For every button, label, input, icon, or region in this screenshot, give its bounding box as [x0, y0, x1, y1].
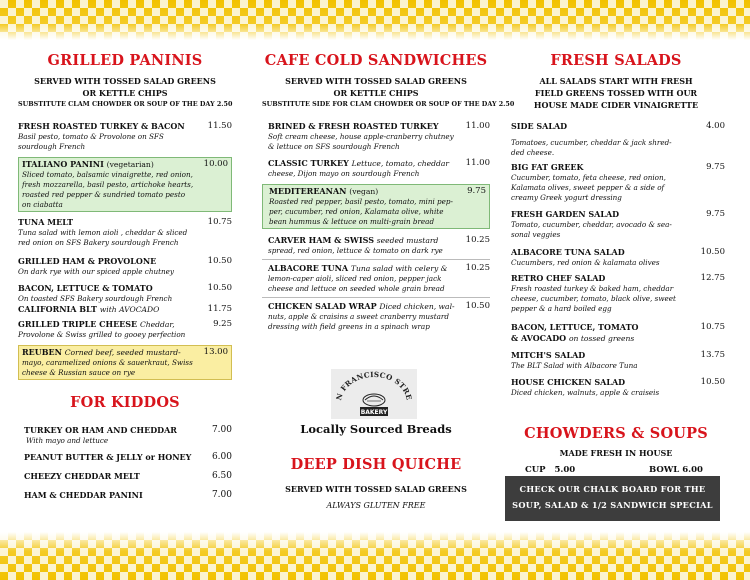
item-name: BRINED & FRESH ROASTED TURKEY	[268, 121, 439, 131]
item-desc: The BLT Salad with Albacore Tuna	[511, 361, 638, 370]
item-desc: bean hummus & lettuce on multi-grain bread	[269, 217, 435, 226]
item-name: TURKEY OR HAM AND CHEDDAR	[24, 425, 177, 435]
item-name: HAM & CHEDDAR PANINI	[24, 490, 143, 500]
item-desc: cheese and lettuce on seeded whole grain bread	[268, 284, 445, 293]
item-desc: Kalamata olives, sweet pepper & a side of	[511, 183, 665, 192]
item-price: 9.75	[467, 186, 486, 196]
item-desc: Roasted red pepper, basil pesto, tomato, mini pep-	[269, 197, 453, 206]
item-desc: on ciabatta	[22, 200, 63, 209]
menu-item	[507, 377, 725, 398]
checker-fade-bottom	[0, 532, 750, 580]
item-desc: With mayo and lettuce	[26, 436, 109, 445]
item-price: 4.00	[706, 121, 725, 131]
menu-item	[262, 121, 490, 152]
item-desc: Cucumber, tomato, feta cheese, red onion,	[511, 173, 666, 182]
item-name: MITCH'S SALAD	[511, 350, 586, 360]
menu-item	[262, 263, 490, 294]
item-desc: Tomato, cucumber, cheddar, avocado & sea-	[511, 220, 672, 229]
item-desc: red onion on SFS Bakery sourdough French	[18, 238, 179, 247]
item-price: 11.75	[207, 304, 232, 314]
salads-subtitle-2: FIELD GREENS TOSSED WITH OUR	[534, 88, 698, 98]
item-price: 6.00	[211, 452, 232, 462]
item-name: CHEEZY CHEDDAR MELT	[24, 471, 140, 481]
item-price: 10.50	[700, 377, 725, 387]
item-desc: Fresh roasted turkey & baked ham, cheddar	[511, 284, 674, 293]
cold-subtitle-3: SUBSTITUTE SIDE FOR CLAM CHOWDER OR SOUP OF THE DAY 2.50	[262, 100, 515, 108]
cold-subtitle-1: SERVED WITH TOSSED SALAD GREENS	[285, 76, 467, 86]
kiddos-item	[24, 471, 232, 482]
item-desc: pepper & a hard boiled egg	[511, 304, 612, 313]
item-name: ALBACORE TUNA Tuna salad with celery &	[268, 263, 448, 273]
item-price: 6.50	[211, 471, 232, 481]
item-name: FRESH ROASTED TURKEY & BACON	[18, 121, 185, 131]
item-desc: cheese, Dijon mayo on sourdough French	[268, 169, 420, 178]
chalkboard-special-banner	[505, 476, 720, 521]
item-name: HOUSE CHICKEN SALAD	[511, 377, 626, 387]
menu-item	[507, 209, 725, 240]
menu-item	[18, 283, 232, 304]
column-salads	[507, 46, 725, 398]
item-desc: Tuna salad with lemon aioli , cheddar & sliced	[18, 228, 188, 237]
item-price: 10.50	[207, 283, 232, 293]
menu-item	[507, 350, 725, 371]
item-price: 10.75	[700, 322, 725, 332]
item-price: 10.50	[207, 256, 232, 266]
item-name: REUBEN Corned beef, seeded mustard-	[22, 347, 181, 357]
item-desc: per, cucumber, red onion, Kalamata olive, white	[269, 207, 444, 216]
item-desc: sonal veggies	[511, 230, 561, 239]
item-price: 10.75	[207, 217, 232, 227]
section-title-chowders: CHOWDERS & SOUPS	[524, 425, 708, 442]
item-name: GRILLED TRIPLE CHEESE Cheddar,	[18, 319, 175, 329]
item-price: 10.50	[700, 247, 725, 257]
menu-item	[18, 304, 232, 315]
item-name: CARVER HAM & SWISS seeded mustard	[268, 235, 439, 245]
item-desc: Diced chicken, walnuts, apple & craiseis	[511, 388, 660, 397]
item-price: 13.75	[700, 350, 725, 360]
paninis-subtitle-3: SUBSTITUTE CLAM CHOWDER OR SOUP OF THE DAY 2.50	[18, 100, 233, 108]
item-name: ITALIANO PANINI (vegetarian)	[22, 159, 154, 169]
section-title-cold-sandwiches: CAFE COLD SANDWICHES	[264, 52, 488, 69]
item-desc: Cucumbers, red onion & kalamata olives	[511, 258, 660, 267]
kiddos-item	[24, 452, 232, 463]
item-price: 13.00	[203, 347, 228, 357]
item-price: 12.75	[700, 273, 725, 283]
item-name: FRESH GARDEN SALAD	[511, 209, 620, 219]
item-name-line2: & AVOCADO on tossed greens	[511, 333, 635, 343]
bakery-logo-graphic	[331, 369, 417, 419]
quiche-section	[262, 456, 490, 510]
menu-item	[262, 158, 490, 179]
bakery-logo	[331, 369, 417, 419]
bowl-label: BOWL	[649, 465, 680, 475]
divider	[262, 297, 490, 298]
bakery-logo-text-bottom: BAKERY	[360, 409, 388, 416]
cup-size	[525, 465, 575, 475]
paninis-subtitle-2: OR KETTLE CHIPS	[82, 88, 168, 98]
item-desc: dressing with field greens in a spinach wrap	[268, 322, 430, 331]
quiche-subtitle: SERVED WITH TOSSED SALAD GREENS	[285, 484, 467, 494]
column-paninis	[18, 46, 232, 501]
section-title-paninis: GRILLED PANINIS	[47, 52, 203, 69]
item-desc: sourdough French	[18, 142, 86, 151]
menu-item-highlight-vegan	[262, 184, 490, 229]
item-price: 11.50	[207, 121, 232, 131]
item-desc: Soft cream cheese, house apple-cranberry chutney	[268, 132, 454, 141]
bowl-price: 6.00	[682, 465, 703, 475]
item-desc: cheese, cucumber, tomato, black olive, sweet	[511, 294, 676, 303]
item-price: 10.50	[465, 301, 490, 311]
item-name: PEANUT BUTTER & JELLY or HONEY	[24, 452, 192, 462]
menu-item	[18, 319, 232, 340]
item-name: TUNA MELT	[18, 217, 74, 227]
item-price: 11.00	[465, 158, 490, 168]
menu-item	[18, 121, 232, 152]
item-desc: ded cheese.	[511, 148, 555, 157]
item-desc: On dark rye with our spiced apple chutney	[18, 267, 174, 276]
salads-subtitle-3: HOUSE MADE CIDER VINAIGRETTE	[533, 100, 699, 110]
menu-item	[262, 235, 490, 256]
item-name: CHICKEN SALAD WRAP Diced chicken, wal-	[268, 301, 455, 311]
item-price: 9.75	[706, 209, 725, 219]
item-name: GRILLED HAM & PROVOLONE	[18, 256, 157, 266]
item-desc: Tomatoes, cucumber, cheddar & jack shred-	[511, 138, 672, 147]
item-price: 10.25	[465, 235, 490, 245]
cup-label: CUP	[525, 465, 546, 475]
section-title-quiche: DEEP DISH QUICHE	[290, 456, 462, 473]
item-desc: roasted red pepper & sundried tomato pesto	[22, 190, 186, 199]
item-desc: spread, red onion, lettuce & tomato on dark rye	[268, 246, 443, 255]
item-name: BACON, LETTUCE & TOMATO	[18, 283, 153, 293]
item-price: 7.00	[211, 425, 232, 435]
bakery-logo-text-top: N FRANCISCO STRE	[334, 369, 414, 402]
item-desc: Basil pesto, tomato & Provolone on SFS	[18, 132, 164, 141]
item-name: BACON, LETTUCE, TOMATO	[511, 322, 639, 332]
quiche-note: ALWAYS GLUTEN FREE	[326, 501, 426, 510]
item-price: 9.75	[706, 162, 725, 172]
item-desc: lemon-caper aioli, sliced red onion, pepper jack	[268, 274, 442, 283]
item-name: MEDITEREANAN (vegan)	[269, 186, 379, 196]
chowders-subtitle: MADE FRESH IN HOUSE	[559, 448, 673, 458]
salads-subtitle-1: ALL SALADS START WITH FRESH	[539, 76, 693, 86]
bowl-size	[649, 465, 703, 475]
section-title-kiddos: FOR KIDDOS	[70, 394, 180, 411]
item-name: SIDE SALAD	[511, 121, 568, 131]
column-cold-sandwiches	[262, 46, 515, 332]
item-desc: Sliced tomato, balsamic vinaigrette, red onion,	[22, 170, 193, 179]
menu-item-highlight-vegetarian	[18, 157, 232, 212]
item-desc: creamy Greek yogurt dressing	[511, 193, 622, 202]
chalkboard-line-2: SOUP, SALAD & 1/2 SANDWICH SPECIAL	[512, 500, 713, 510]
item-desc: nuts, apple & craisins a sweet cranberry mustard	[268, 312, 449, 321]
menu-item	[507, 322, 725, 344]
item-desc: & lettuce on SFS sourdough French	[268, 142, 400, 151]
item-price: 9.25	[213, 319, 232, 329]
item-name: ALBACORE TUNA SALAD	[511, 247, 625, 257]
item-desc: cheese & Russian sauce on rye	[22, 368, 136, 377]
menu-item-highlight-reuben	[18, 345, 232, 380]
item-price: 10.00	[203, 159, 228, 169]
paninis-subtitle-1: SERVED WITH TOSSED SALAD GREENS	[34, 76, 216, 86]
menu-item	[507, 162, 725, 203]
menu-item	[507, 273, 725, 314]
item-desc: Provolone & Swiss grilled to gooey perfection	[18, 330, 186, 339]
item-name: BIG FAT GREEK	[511, 162, 584, 172]
menu-item	[262, 301, 490, 332]
item-price: 10.25	[465, 263, 490, 273]
menu-item	[507, 121, 725, 158]
kiddos-item	[24, 425, 232, 436]
kiddos-item	[24, 490, 232, 501]
cold-subtitle-2: OR KETTLE CHIPS	[333, 88, 419, 98]
item-name: CLASSIC TURKEY Lettuce, tomato, cheddar	[268, 158, 450, 168]
checker-fade-top	[0, 0, 750, 40]
menu-item	[18, 256, 232, 277]
section-title-salads: FRESH SALADS	[550, 52, 682, 69]
breads-heading: Locally Sourced Breads	[300, 422, 452, 436]
menu-item	[507, 247, 725, 268]
kiddos-list	[18, 425, 232, 501]
item-price: 7.00	[211, 490, 232, 500]
chowders-section	[507, 425, 725, 477]
divider	[262, 259, 490, 260]
item-price: 11.00	[465, 121, 490, 131]
item-name: RETRO CHEF SALAD	[511, 273, 606, 283]
item-name: CALIFORNIA BLT with AVOCADO	[18, 304, 160, 314]
cup-price: 5.00	[554, 465, 576, 475]
chalkboard-line-1: CHECK OUR CHALK BOARD FOR THE	[519, 484, 706, 494]
item-desc: mayo, caramelized onions & sauerkraut, Swiss	[22, 358, 193, 367]
menu-item	[18, 217, 232, 248]
item-desc: On toasted SFS Bakery sourdough French	[18, 294, 173, 303]
item-desc: fresh mozzarella, basil pesto, artichoke hearts,	[22, 180, 194, 189]
